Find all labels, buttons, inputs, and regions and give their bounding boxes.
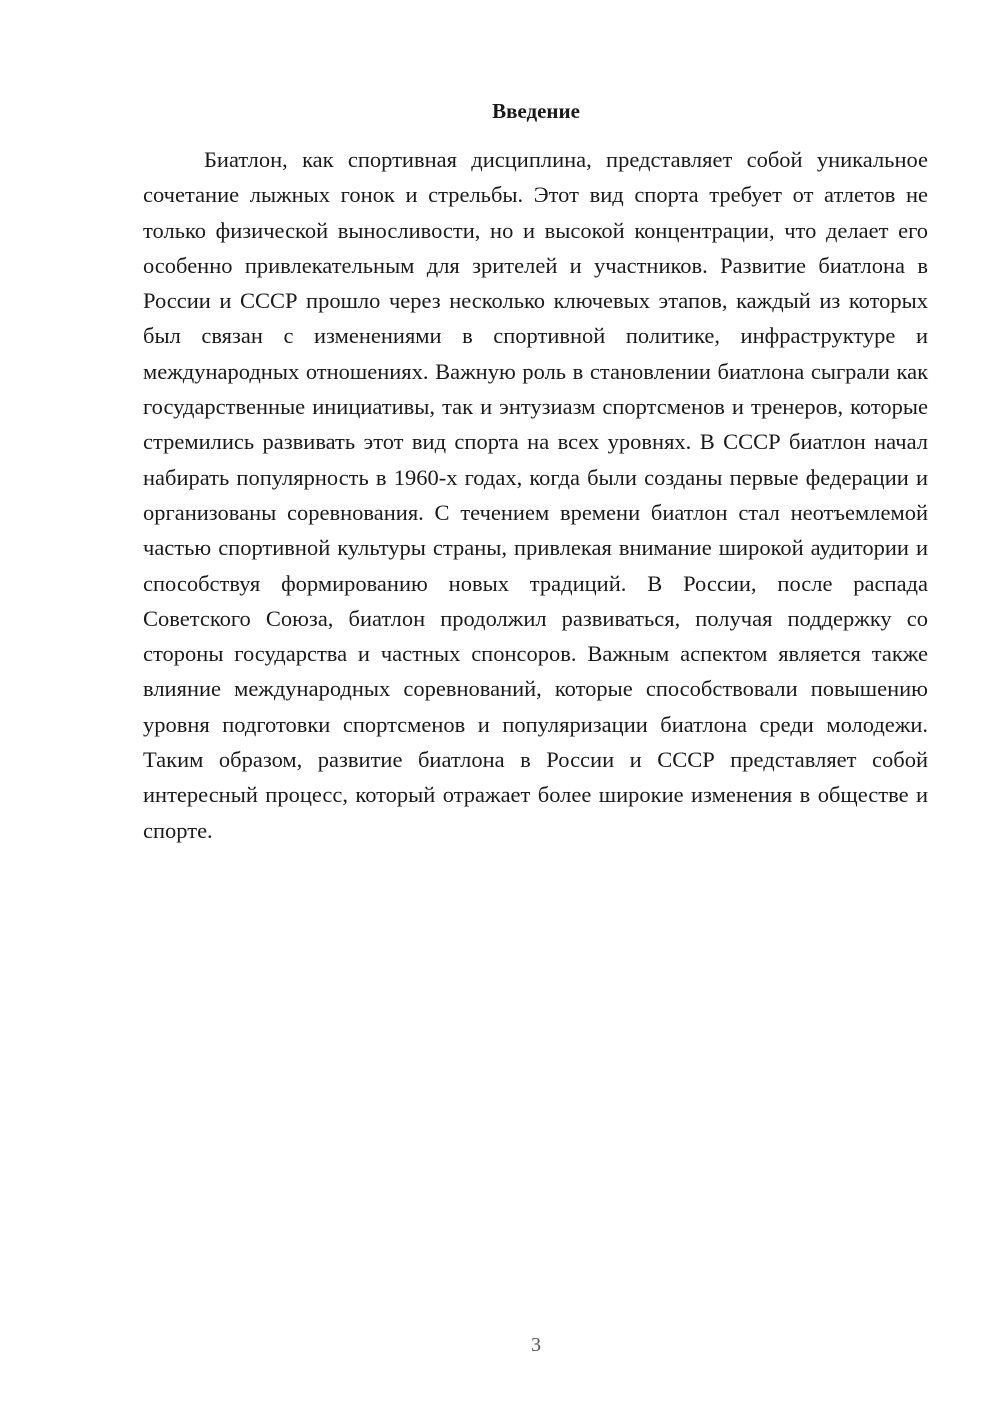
section-heading: Введение (492, 99, 580, 123)
page-number: 3 (531, 1334, 541, 1356)
body-paragraph: Биатлон, как спортивная дисциплина, представляет собой уникальное сочетание лыжных гонок и стрельбы. Этот вид спорта требует от атлетов не только физической выносливости, но и высокой концентрации, что делает его особенно привлекательным для зрителей и участников. Развитие биатлона в России и СССР прошло через несколько ключевых этапов, каждый из которых был связан с изменениями в спортивной политике, инфраструктуре и международных отношениях. Важную роль в становлении биатлона сыграли как государственные инициативы, так и энтузиазм спортсменов и тренеров, которые стремились развивать этот вид спорта на всех уровнях. В СССР биатлон начал набирать популярность в 1960-х годах, когда были созданы первые федерации и организованы соревнования. С течением времени биатлон стал неотъемлемой частью спортивной культуры страны, привлекая внимание широкой аудитории и способствуя формированию новых традиций. В России, после распада Советского Союза, биатлон продолжил развиваться, получая поддержку со стороны государства и частных спонсоров. Важным аспектом является также влияние международных соревнований, которые способствовали повышению уровня подготовки спортсменов и популяризации биатлона среди молодежи. Таким образом, развитие биатлона в России и СССР представляет собой интересный процесс, который отражает более широкие изменения в обществе и спорте. (143, 147, 928, 843)
